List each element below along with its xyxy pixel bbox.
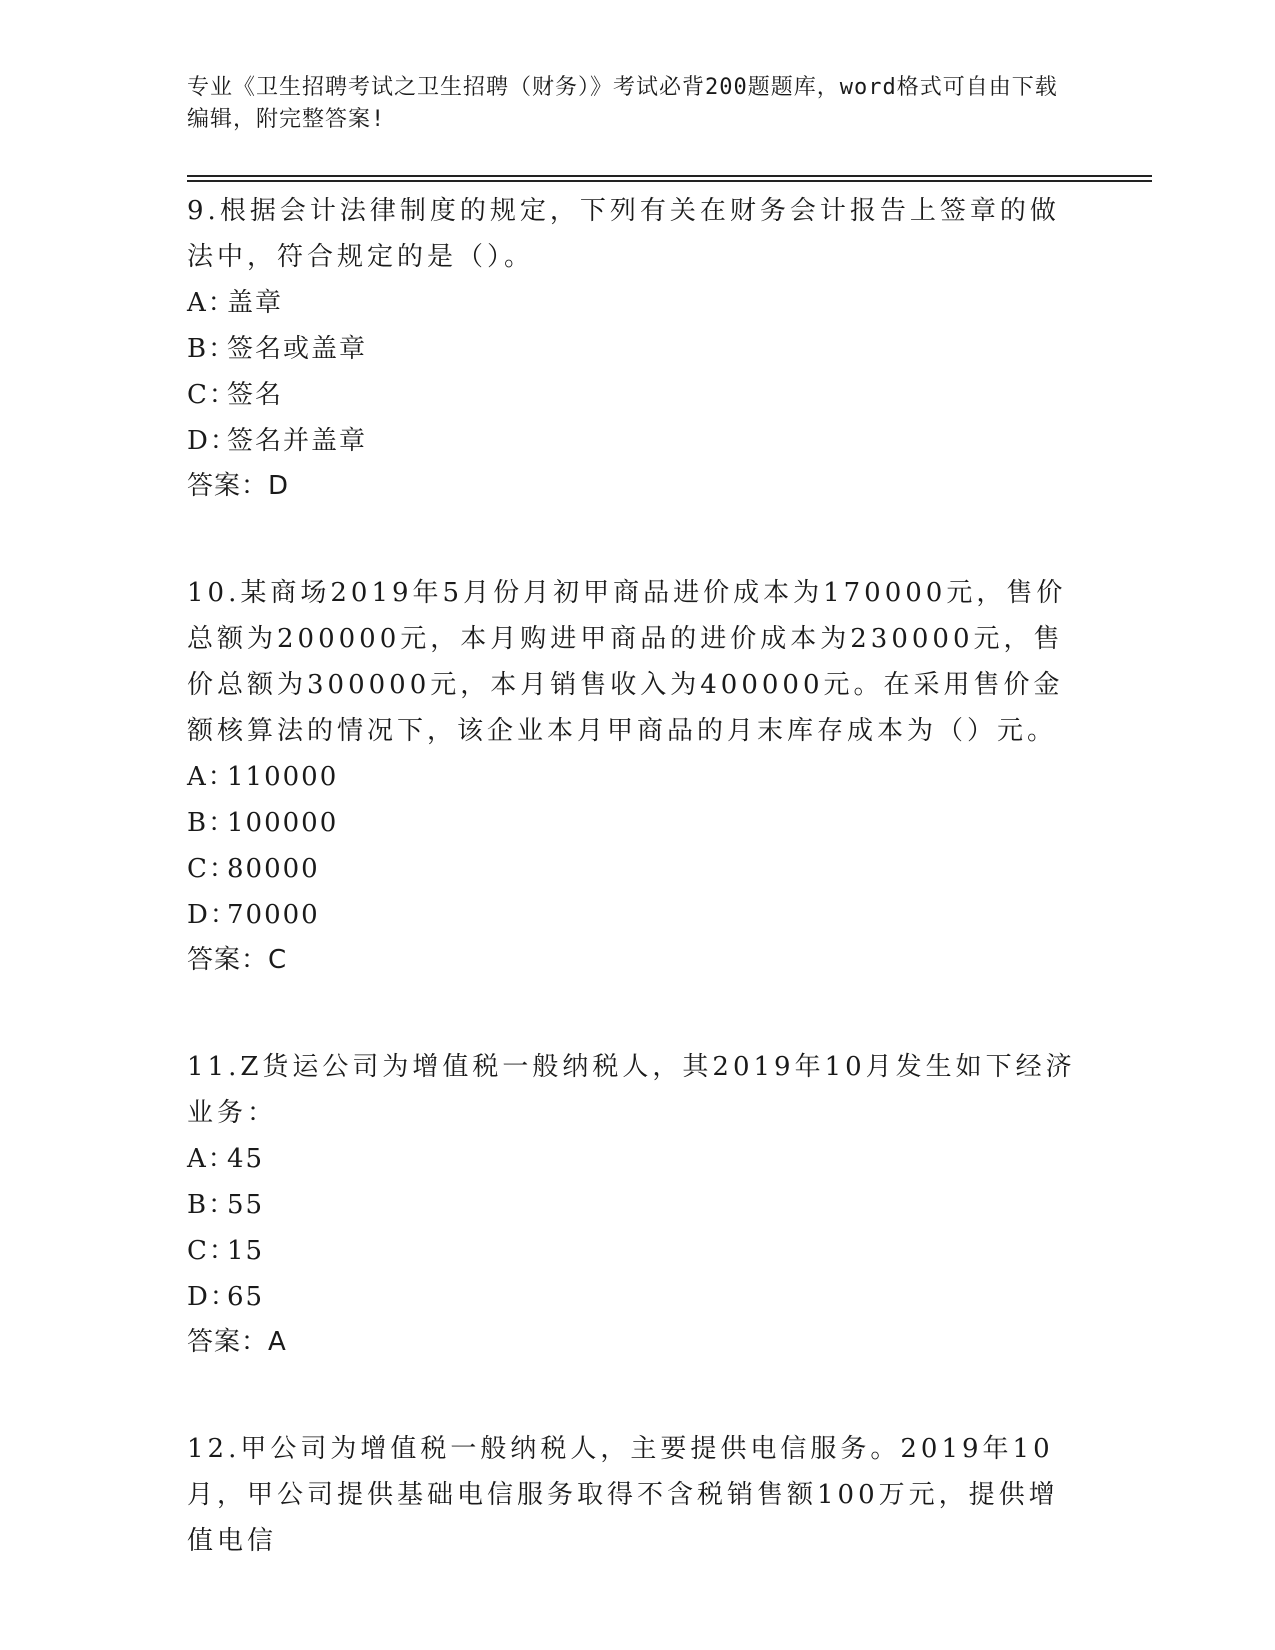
option-value: 80000 — [227, 854, 320, 884]
option-key: C： — [187, 1236, 237, 1266]
question-text — [187, 1426, 1087, 1564]
question-number: 10. — [187, 578, 241, 608]
option-key: A： — [187, 288, 236, 318]
question-body: Z货运公司为增值税一般纳税人，其2019年10月发生如下经济业务： — [187, 1052, 1076, 1128]
option-a — [187, 280, 1087, 326]
header-divider-bottom — [187, 180, 1152, 182]
option-key: B： — [187, 808, 237, 838]
question-list — [187, 188, 1087, 1626]
option-a — [187, 1136, 1087, 1182]
option-d — [187, 418, 1087, 464]
question-number: 12. — [187, 1434, 241, 1464]
header-divider-top — [187, 175, 1152, 177]
question-body: 甲公司为增值税一般纳税人，主要提供电信服务。2019年10月，甲公司提供基础电信服务取得不含税销售额100万元，提供增值电信 — [187, 1434, 1059, 1556]
option-value: 盖章 — [227, 288, 284, 318]
option-c — [187, 1228, 1087, 1274]
question-text — [187, 570, 1087, 754]
option-key: D： — [187, 1282, 238, 1312]
option-c — [187, 372, 1087, 418]
option-value: 15 — [227, 1236, 265, 1266]
option-value: 55 — [227, 1190, 265, 1220]
option-a — [187, 754, 1087, 800]
question-9 — [187, 188, 1087, 508]
option-key: A： — [187, 762, 236, 792]
option-value: 65 — [227, 1282, 265, 1312]
question-12 — [187, 1426, 1087, 1564]
question-number: 11. — [187, 1052, 241, 1082]
question-text — [187, 188, 1087, 280]
option-value: 签名并盖章 — [227, 426, 368, 456]
question-body: 根据会计法律制度的规定，下列有关在财务会计报告上签章的做法中，符合规定的是（）。 — [187, 196, 1060, 272]
option-b — [187, 800, 1087, 846]
option-value: 100000 — [227, 808, 339, 838]
answer-label: 答案：C — [187, 945, 288, 975]
option-value: 70000 — [227, 900, 320, 930]
document-header: 专业《卫生招聘考试之卫生招聘（财务）》考试必背200题题库，word格式可自由下载编辑，附完整答案! — [187, 75, 1058, 132]
answer-label: 答案：A — [187, 1327, 287, 1357]
option-d — [187, 1274, 1087, 1320]
question-10 — [187, 570, 1087, 982]
option-b — [187, 1182, 1087, 1228]
option-key: B： — [187, 1190, 237, 1220]
option-value: 签名 — [227, 380, 284, 410]
option-value: 45 — [227, 1144, 265, 1174]
answer-label: 答案：D — [187, 471, 290, 501]
option-value: 签名或盖章 — [227, 334, 368, 364]
question-number: 9. — [187, 196, 220, 226]
option-c — [187, 846, 1087, 892]
question-11 — [187, 1044, 1087, 1364]
option-key: D： — [187, 426, 238, 456]
option-key: A： — [187, 1144, 236, 1174]
option-key: B： — [187, 334, 237, 364]
option-d — [187, 892, 1087, 938]
option-value: 110000 — [227, 762, 339, 792]
question-body: 某商场2019年5月份月初甲商品进价成本为170000元，售价总额为200000元，本月购进甲商品的进价成本为230000元，售价总额为300000元，本月销售收入为400000元。在采用售价金额核算法的情况下，该企业本月甲商品的月末库存成本为（）元。 — [187, 578, 1067, 746]
question-text — [187, 1044, 1087, 1136]
option-key: C： — [187, 380, 237, 410]
option-key: C： — [187, 854, 237, 884]
option-key: D： — [187, 900, 238, 930]
option-b — [187, 326, 1087, 372]
